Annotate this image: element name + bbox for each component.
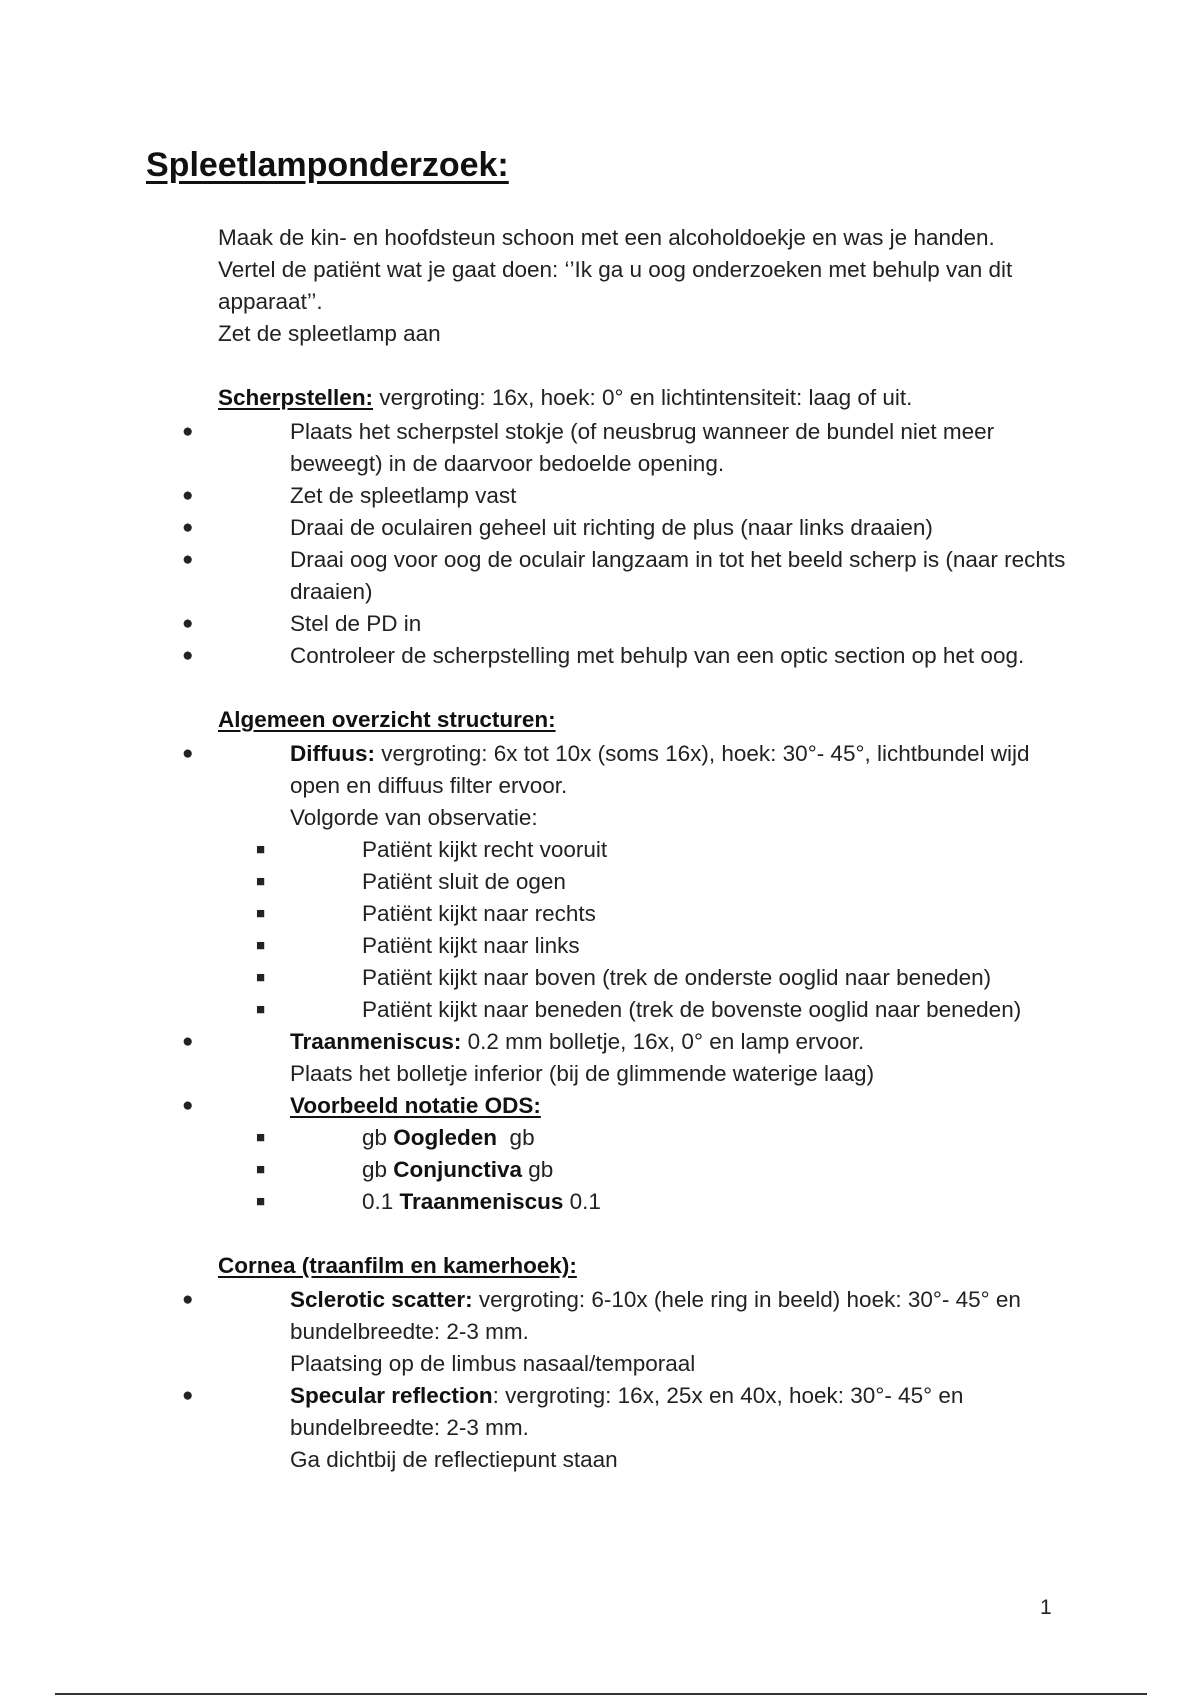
section-items: [182, 416, 1070, 672]
list-item: ■ 0.1 Traanmeniscus 0.1: [290, 1186, 1070, 1218]
bullet-icon: ●: [182, 517, 194, 538]
list-item: ■ Patiënt sluit de ogen: [290, 866, 1070, 898]
bullet-icon: ●: [182, 421, 194, 442]
observation-steps: [256, 834, 1070, 1026]
list-item: ● Draai oog voor oog de oculair langzaam in tot het beeld scherp is (naar rechts draaien): [218, 544, 1070, 608]
list-item: ● Draai de oculairen geheel uit richting de plus (naar links draaien): [218, 512, 1070, 544]
list-item-sclerotic-scatter: ● Sclerotic scatter: vergroting: 6-10x (hele ring in beeld) hoek: 30°- 45° en bundelbreedte: 2-3 mm. Plaatsing op de limbus nasaal/temporaal: [218, 1284, 1070, 1380]
section-heading: Scherpstellen:: [218, 385, 374, 410]
bullet-icon: ●: [182, 1095, 194, 1116]
section-heading: Cornea (traanfilm en kamerhoek):: [218, 1253, 577, 1278]
page-title: Spleetlamponderzoek:: [146, 146, 509, 184]
section-items: [182, 1284, 1070, 1476]
notation-rows: [256, 1122, 1070, 1218]
list-item: ■ Patiënt kijkt naar beneden (trek de bovenste ooglid naar beneden): [290, 994, 1070, 1026]
square-bullet-icon: ■: [256, 1161, 266, 1178]
square-bullet-icon: ■: [256, 969, 266, 986]
square-bullet-icon: ■: [256, 905, 266, 922]
list-item: ■ Patiënt kijkt recht vooruit: [290, 834, 1070, 866]
square-bullet-icon: ■: [256, 1001, 266, 1018]
list-item: Maak de kin- en hoofdsteun schoon met een alcoholdoekje en was je handen.: [218, 225, 995, 250]
document-body: [0, 222, 1200, 1476]
page-bottom-rule: [55, 1693, 1147, 1695]
intro-list: [0, 222, 1200, 350]
list-item: ■ Patiënt kijkt naar boven (trek de onderste ooglid naar beneden): [290, 962, 1070, 994]
bullet-icon: ●: [182, 613, 194, 634]
bullet-icon: ●: [182, 1289, 194, 1310]
bullet-icon: ●: [182, 1031, 194, 1052]
list-item: ● Zet de spleetlamp vast: [218, 480, 1070, 512]
list-item-diffuus: ● Diffuus: vergroting: 6x tot 10x (soms 16x), hoek: 30°- 45°, lichtbundel wijd open en diffuus filter ervoor. Volgorde van observatie: ■ Patiënt kijkt recht vooruit ■ Patiënt sluit de ogen ■ Patiënt kijkt naar rechts ■ Patiënt kijkt naar links ■ Patiënt kijkt naar boven (trek de onderste ooglid naar beneden) ■ Patiënt kijkt naar beneden (trek de bovenste ooglid naar beneden): [218, 738, 1070, 1026]
section-heading: Algemeen overzicht structuren:: [218, 707, 556, 732]
square-bullet-icon: ■: [256, 1129, 266, 1146]
section-algemeen-overzicht: [0, 704, 1070, 1218]
bullet-icon: ●: [182, 743, 194, 764]
list-item: ■ gb Conjunctiva gb: [290, 1154, 1070, 1186]
list-item-traanmeniscus: ● Traanmeniscus: 0.2 mm bolletje, 16x, 0° en lamp ervoor. Plaats het bolletje inferior (bij de glimmende waterige laag): [218, 1026, 1070, 1090]
bullet-icon: ●: [182, 549, 194, 570]
list-item: ■ Patiënt kijkt naar links: [290, 930, 1070, 962]
list-item: ■ Patiënt kijkt naar rechts: [290, 898, 1070, 930]
list-item: ● Plaats het scherpstel stokje (of neusbrug wanneer de bundel niet meer beweegt) in de daarvoor bedoelde opening.: [218, 416, 1070, 480]
section-items: [182, 738, 1070, 1218]
bullet-icon: ●: [182, 1385, 194, 1406]
list-item: Vertel de patiënt wat je gaat doen: ‘’Ik ga u oog onderzoeken met behulp van dit apparaat’’.: [218, 257, 1013, 314]
list-item: Zet de spleetlamp aan: [218, 321, 441, 346]
list-item: ● Controleer de scherpstelling met behulp van een optic section op het oog.: [218, 640, 1070, 672]
square-bullet-icon: ■: [256, 841, 266, 858]
list-item: ■ gb Oogleden gb: [290, 1122, 1070, 1154]
square-bullet-icon: ■: [256, 937, 266, 954]
bullet-icon: ●: [182, 645, 194, 666]
list-item-specular-reflection: ● Specular reflection: vergroting: 16x, 25x en 40x, hoek: 30°- 45° en bundelbreedte: 2-3 mm. Ga dichtbij de reflectiepunt staan: [218, 1380, 1070, 1476]
section-scherpstellen: Scherpstellen: vergroting: 16x, hoek: 0° en lichtintensiteit: laag of uit. ● Plaats het scherpstel stokje (of neusbrug wanneer de bundel niet meer beweegt) in de daarvoor bedoelde opening. ● Zet de spleetlamp vast ● Draai de oculairen geheel uit richting de plus (naar links draaien) ● Draai oog voor oog de oculair langzaam in tot het beeld scherp is (naar rechts draaien) ● Stel de PD in ● Controleer de scherpstelling met behulp van een optic section op het oog.: [0, 382, 1070, 672]
bullet-icon: ●: [182, 485, 194, 506]
list-item-voorbeeld-notatie: ● Voorbeeld notatie ODS: ■ gb Oogleden gb ■ gb Conjunctiva gb ■ 0.1 Traanmeniscus 0.1: [218, 1090, 1070, 1218]
page-number: 1: [1040, 1596, 1052, 1619]
list-item: ● Stel de PD in: [218, 608, 1070, 640]
square-bullet-icon: ■: [256, 873, 266, 890]
section-cornea: [0, 1250, 1070, 1476]
square-bullet-icon: ■: [256, 1193, 266, 1210]
